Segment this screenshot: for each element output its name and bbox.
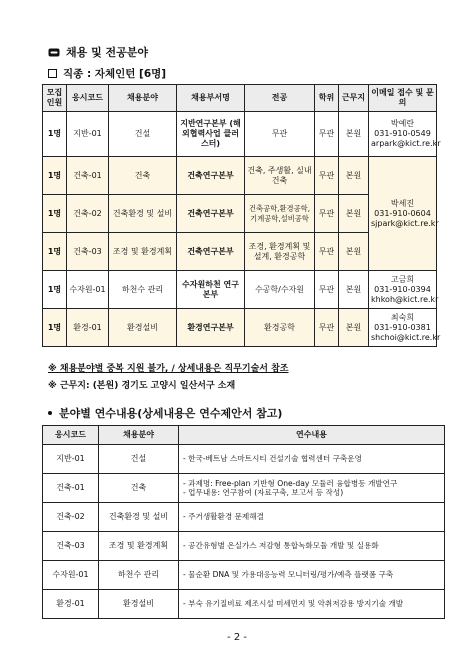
table-row [43,112,437,157]
location-cell: 본원 [339,157,369,195]
location-cell: 본원 [339,195,369,233]
section-title [48,44,148,60]
recruitment-table [42,84,441,347]
major-cell: 수공학/수자원 [245,271,315,309]
table-row [43,157,437,195]
content-cell: - 주거생활환경 문제해결 [179,503,445,532]
degree-cell: 무관 [315,309,339,347]
code-cell: 건축-01 [67,157,109,195]
location-cell: 본원 [339,112,369,157]
header-cell: 채용분야 [99,426,179,445]
code-cell: 건축-02 [43,503,99,532]
code-cell: 지반-01 [43,445,99,474]
count-cell: 1명 [43,271,67,309]
count-cell: 1명 [43,112,67,157]
degree-cell: 무관 [315,271,339,309]
code-cell: 건축-03 [67,233,109,271]
dept-cell: 지반연구본부 (해외협력사업 클러스터) [177,112,245,157]
header-cell: 모집 인원 [43,85,67,112]
section2-title-text: 분야별 연수내용(상세내용은 연수제안서 참고) [59,407,283,420]
table-row [43,561,445,590]
major-cell: 환경공학 [245,309,315,347]
code-cell: 지반-01 [67,112,109,157]
location-cell: 본원 [339,271,369,309]
code-cell: 건축-03 [43,532,99,561]
header-cell: 응시코드 [43,426,99,445]
table-row [43,309,437,347]
field-cell: 건축 [109,157,177,195]
code-cell: 건축-01 [43,474,99,503]
table-row [43,503,445,532]
field-cell: 건설 [99,445,179,474]
field-cell: 환경설비 [109,309,177,347]
header-cell: 근무지 [339,85,369,112]
table-header-row [43,426,445,445]
location-cell: 본원 [339,309,369,347]
field-cell: 건축 [99,474,179,503]
checkbox-icon [48,69,57,78]
location-cell: 본원 [339,233,369,271]
dept-cell: 건축연구본부 [177,195,245,233]
degree-cell: 무관 [315,112,339,157]
major-cell: 무관 [245,112,315,157]
content-cell: - 부숙 유기질비료 제조시설 미세먼지 및 악취저감용 방지기술 개발 [179,590,445,619]
header-cell: 응시코드 [67,85,109,112]
header-cell: 연수내용 [179,426,445,445]
content-cell: - 과제명: Free-plan 기반형 One-day 모듈러 융합병동 개발연구 - 업무내용: 연구참여 (자료구축, 보고서 등 작성) [179,474,445,503]
header-cell: 채용분야 [109,85,177,112]
field-cell: 하천수 관리 [99,561,179,590]
subsection-title-text: 직종 : 자체인턴 [6명] [63,68,167,80]
code-cell: 환경-01 [43,590,99,619]
count-cell: 1명 [43,157,67,195]
code-cell: 수자원-01 [67,271,109,309]
dept-cell: 환경연구본부 [177,309,245,347]
header-cell: 채용부서명 [177,85,245,112]
header-cell: 전공 [245,85,315,112]
bullet-icon [48,411,52,415]
content-cell: - 공간유형별 온실가스 저감형 통합녹화모듈 개발 및 실용화 [179,532,445,561]
table-row [43,474,445,503]
contact-cell: 박예란 031-910-0549 arpark@kict.re.kr [369,112,437,157]
field-cell: 건축환경 및 설비 [99,503,179,532]
contact-cell: 박세진 031-910-0604 sjpark@kict.re.kr [369,157,437,271]
table-header-row [43,85,437,112]
field-cell: 건축환경 및 설비 [109,195,177,233]
degree-cell: 무관 [315,233,339,271]
code-cell: 건축-02 [67,195,109,233]
header-cell: 이메일 접수 및 문의 [369,85,437,112]
count-cell: 1명 [43,195,67,233]
training-table [42,425,445,619]
dept-cell: 건축연구본부 [177,233,245,271]
table-row [43,590,445,619]
code-cell: 환경-01 [67,309,109,347]
note-duplicate [48,361,289,374]
table-row [43,445,445,474]
field-cell: 건설 [109,112,177,157]
table-row [43,271,437,309]
note-text: ※ 채용분야별 중복 지원 불가, / 상세내용은 직무기술서 참조 [48,364,289,374]
header-cell: 학위 [315,85,339,112]
content-cell: - 한국-베트남 스마트시티 건설기술 협력센터 구축운영 [179,445,445,474]
dept-cell: 건축연구본부 [177,157,245,195]
contact-cell: 최숙희 031-910-0381 shchoi@kict.re.kr [369,309,437,347]
content-cell: - 물순환 DNA 및 가용대응능력 모니터링/평가/예측 플랫폼 구축 [179,561,445,590]
field-cell: 환경설비 [99,590,179,619]
field-cell: 조경 및 환경계획 [99,532,179,561]
contact-cell: 고금희 031-910-0394 khkoh@kict.re.kr [369,271,437,309]
field-cell: 조경 및 환경계획 [109,233,177,271]
section-title-text: 채용 및 전공분야 [66,46,149,59]
link-icon [48,48,60,57]
major-cell: 건축공학,환경공학, 기계공학,설비공학 [245,195,315,233]
dept-cell: 수자원하천 연구본부 [177,271,245,309]
major-cell: 건축, 주생활, 실내건축 [245,157,315,195]
count-cell: 1명 [43,233,67,271]
page-number: - 2 - [227,632,247,643]
section2-title [48,405,282,421]
code-cell: 수자원-01 [43,561,99,590]
count-cell: 1명 [43,309,67,347]
degree-cell: 무관 [315,195,339,233]
table-row [43,532,445,561]
field-cell: 하천수 관리 [109,271,177,309]
major-cell: 조경, 환경계획 및 설계, 환경공학 [245,233,315,271]
note-location: ※ 근무지: (본원) 경기도 고양시 일산서구 소재 [48,381,236,391]
degree-cell: 무관 [315,157,339,195]
subsection-title [48,66,166,81]
